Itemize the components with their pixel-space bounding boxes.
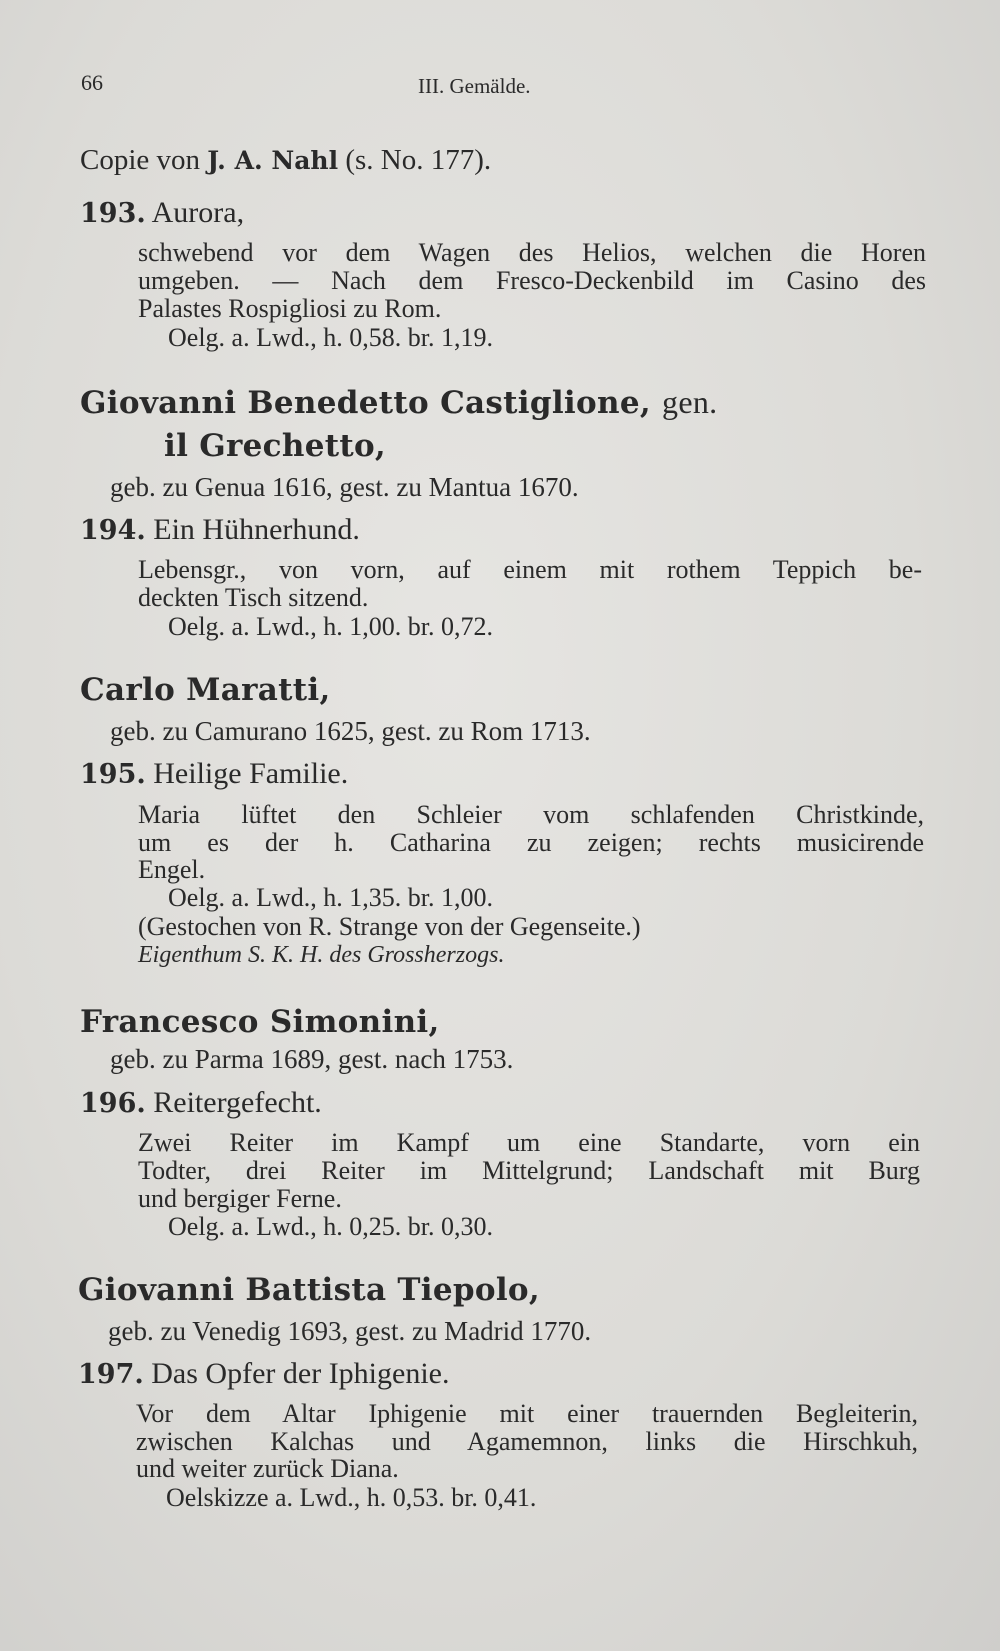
artist-simonini-name: Francesco Simonini,	[80, 1004, 440, 1040]
entry-number: 196.	[80, 1088, 146, 1119]
entry-title: Das Opfer der Iphigenie.	[151, 1357, 450, 1390]
entry-195-medium: Oelg. a. Lwd., h. 1,35. br. 1,00.	[168, 883, 493, 912]
entry-title: Aurora,	[151, 196, 245, 229]
artist-alias-label: gen.	[662, 384, 718, 420]
entry-194-desc-1: Lebensgr., von vorn, auf einem mit rothem Teppich be-	[138, 555, 922, 584]
copie-prefix: Copie von	[80, 144, 201, 176]
running-header: III. Gemälde.	[418, 74, 531, 98]
entry-194-desc-2: deckten Tisch sitzend.	[138, 583, 369, 612]
artist-tiepolo-name: Giovanni Battista Tiepolo,	[78, 1272, 540, 1308]
entry-195-desc-3: Engel.	[138, 855, 206, 884]
entry-title: Heilige Familie.	[153, 757, 349, 790]
artist-castiglione-bio: geb. zu Genua 1616, gest. zu Mantua 1670.	[110, 472, 579, 502]
entry-title: Reitergefecht.	[153, 1086, 322, 1119]
entry-196-desc-2: Todter, drei Reiter im Mittelgrund; Landschaft mit Burg	[138, 1156, 920, 1185]
entry-193-desc-3: Palastes Rospigliosi zu Rom.	[138, 294, 442, 323]
entry-197-desc-3: und weiter zurück Diana.	[136, 1454, 399, 1483]
entry-193-heading	[80, 196, 244, 230]
artist-name: Giovanni Benedetto Castiglione,	[80, 385, 651, 421]
entry-194-heading	[80, 513, 360, 547]
entry-193-desc-2: umgeben. — Nach dem Fresco-Deckenbild im Casino des	[138, 266, 926, 295]
entry-195-desc-2: um es der h. Catharina zu zeigen; rechts musicirende	[138, 828, 924, 857]
entry-195-note: (Gestochen von R. Strange von der Gegenseite.)	[138, 912, 641, 941]
entry-title: Ein Hühnerhund.	[153, 513, 360, 546]
entry-197-desc-1: Vor dem Altar Iphigenie mit einer trauernden Begleiterin,	[136, 1399, 918, 1428]
copie-line	[80, 144, 491, 177]
entry-195-desc-1: Maria lüftet den Schleier vom schlafenden Christkinde,	[138, 800, 924, 829]
copie-artist: J. A. Nahl	[207, 146, 339, 175]
entry-number: 193.	[80, 198, 146, 229]
copie-suffix: (s. No. 177).	[345, 144, 492, 176]
entry-195-owner: Eigenthum S. K. H. des Grossherzogs.	[138, 942, 505, 968]
entry-193-desc-1: schwebend vor dem Wagen des Helios, welchen die Horen	[138, 238, 926, 267]
entry-193-medium: Oelg. a. Lwd., h. 0,58. br. 1,19.	[168, 323, 493, 352]
artist-castiglione-alias: il Grechetto,	[164, 428, 387, 464]
artist-castiglione-name	[80, 384, 717, 421]
entry-number: 195.	[80, 759, 146, 790]
artist-tiepolo-bio: geb. zu Venedig 1693, gest. zu Madrid 1770.	[108, 1316, 592, 1346]
entry-196-heading	[80, 1086, 322, 1120]
artist-maratti-bio: geb. zu Camurano 1625, gest. zu Rom 1713.	[110, 716, 591, 746]
artist-maratti-name: Carlo Maratti,	[80, 672, 331, 708]
entry-194-medium: Oelg. a. Lwd., h. 1,00. br. 0,72.	[168, 612, 493, 641]
page-number: 66	[81, 70, 103, 95]
entry-number: 197.	[78, 1359, 144, 1390]
entry-196-medium: Oelg. a. Lwd., h. 0,25. br. 0,30.	[168, 1212, 493, 1241]
entry-197-medium: Oelskizze a. Lwd., h. 0,53. br. 0,41.	[166, 1483, 537, 1512]
entry-196-desc-1: Zwei Reiter im Kampf um eine Standarte, vorn ein	[138, 1128, 920, 1157]
entry-197-heading	[78, 1357, 449, 1391]
entry-197-desc-2: zwischen Kalchas und Agamemnon, links die Hirschkuh,	[136, 1427, 918, 1456]
entry-196-desc-3: und bergiger Ferne.	[138, 1184, 342, 1213]
entry-number: 194.	[80, 515, 146, 546]
entry-195-heading	[80, 757, 348, 791]
artist-simonini-bio: geb. zu Parma 1689, gest. nach 1753.	[110, 1044, 514, 1074]
